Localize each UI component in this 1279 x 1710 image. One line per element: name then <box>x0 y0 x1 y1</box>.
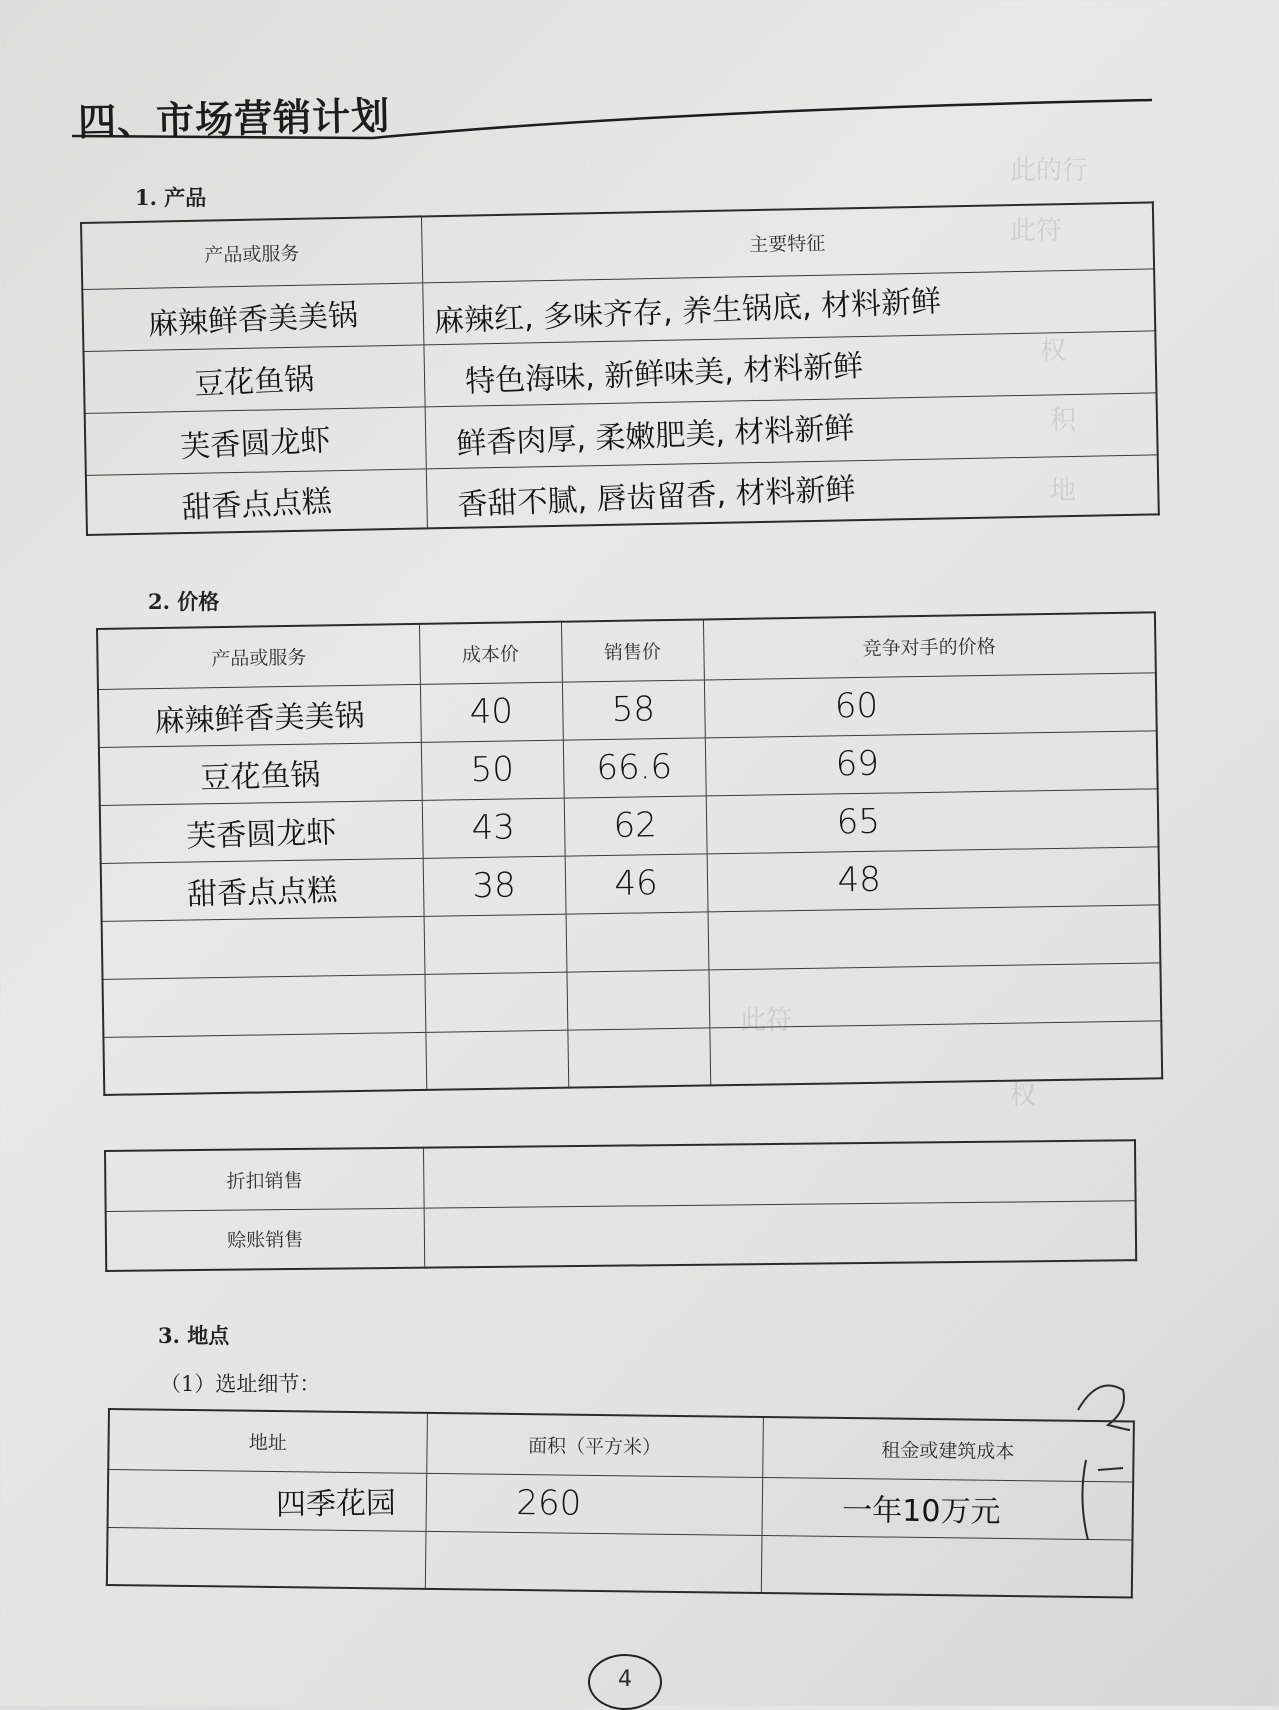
column-header-competitor: 竞争对手的价格 <box>703 612 1156 679</box>
column-header-product: 产品或服务 <box>97 624 420 689</box>
product-name: 麻辣鲜香美美锅 <box>147 297 359 343</box>
product-features: 香甜不腻, 唇齿留香, 材料新鲜 <box>456 471 856 523</box>
section3-heading: 3. 地点 <box>158 1323 230 1348</box>
address-value: 四季花园 <box>275 1485 396 1523</box>
column-header-product: 产品或服务 <box>81 216 422 289</box>
rent-value: 一年10万元 <box>842 1492 1001 1530</box>
column-header-features: 主要特征 <box>421 202 1154 282</box>
product-name: 芙香圆龙虾 <box>179 423 332 466</box>
cost-price: 50 <box>470 749 515 791</box>
sale-price: 66.6 <box>596 746 673 789</box>
sale-price: 46 <box>614 863 659 904</box>
document-page: 此的行 此符 权 积 地 此符 权 四、市场营销计划 1. 产品 产品或服务 主要特征 麻辣鲜香美美锅 麻辣红, 多味齐存, 养生锅底, 材料新鲜 豆花鱼锅 特色海味, 新鲜味美, 材料新鲜 芙香圆龙虾 鲜香肉厚, 柔嫩肥美, 材料新鲜 甜香点点糕 香甜不腻, 唇齿留香, 材料新鲜 2. 价格 产品或服务 成本价 销售价 竞争对手的价格 麻辣鲜香美美锅 40 58 60 豆花鱼锅 50 66.6 69 芙香圆龙虾 43 62 65 甜香点点糕 38 46 48 折扣销售 赊账销售 3. 地点 （1）选址细节： 地址 面积（平方米） 租金或建筑成本 四季花园 260 一年10万元 4 <box>0 0 1279 1706</box>
area-value: 260 <box>516 1482 582 1524</box>
page-title: 四、市场营销计划 <box>77 93 391 145</box>
location-table <box>106 1408 1135 1599</box>
sale-price: 62 <box>613 805 658 846</box>
product-name: 豆花鱼锅 <box>200 757 322 797</box>
competitor-price: 60 <box>834 685 879 727</box>
sales-terms-table <box>104 1139 1137 1272</box>
credit-sales-value <box>424 1200 1137 1267</box>
product-name: 麻辣鲜香美美锅 <box>154 698 366 740</box>
product-name: 甜香点点糕 <box>186 873 338 913</box>
empty-row <box>107 1527 1133 1598</box>
competitor-price: 48 <box>837 859 882 901</box>
page-number: 4 <box>588 1654 662 1710</box>
competitor-price: 69 <box>835 743 880 785</box>
column-header-price: 销售价 <box>561 619 704 681</box>
section2-heading: 2. 价格 <box>148 589 220 614</box>
product-features: 特色海味, 新鲜味美, 材料新鲜 <box>464 348 864 400</box>
title-block <box>72 80 1152 150</box>
cost-price: 40 <box>469 691 514 733</box>
column-header-rent: 租金或建筑成本 <box>762 1417 1134 1482</box>
cost-price: 38 <box>472 865 517 907</box>
product-features: 麻辣红, 多味齐存, 养生锅底, 材料新鲜 <box>432 284 942 340</box>
table-row <box>106 1200 1137 1271</box>
credit-sales-label: 赊账销售 <box>106 1208 425 1271</box>
table-row <box>105 1140 1136 1211</box>
discount-sales-label: 折扣销售 <box>105 1148 424 1211</box>
cost-price: 43 <box>471 807 516 849</box>
product-name: 豆花鱼锅 <box>193 361 316 403</box>
sale-price: 58 <box>611 689 656 730</box>
price-table <box>96 611 1163 1096</box>
product-features: 鲜香肉厚, 柔嫩肥美, 材料新鲜 <box>455 411 855 462</box>
column-header-area: 面积（平方米） <box>426 1413 763 1477</box>
discount-sales-value <box>423 1140 1136 1207</box>
product-table <box>80 201 1160 536</box>
column-header-address: 地址 <box>108 1409 427 1473</box>
pen-scribble <box>1068 1370 1138 1550</box>
product-name: 甜香点点糕 <box>181 484 333 526</box>
section3-subheading: （1）选址细节： <box>160 1372 321 1396</box>
column-header-cost: 成本价 <box>419 622 562 684</box>
competitor-price: 65 <box>836 801 881 843</box>
section1-heading: 1. 产品 <box>135 185 207 210</box>
product-name: 芙香圆龙虾 <box>186 815 338 855</box>
